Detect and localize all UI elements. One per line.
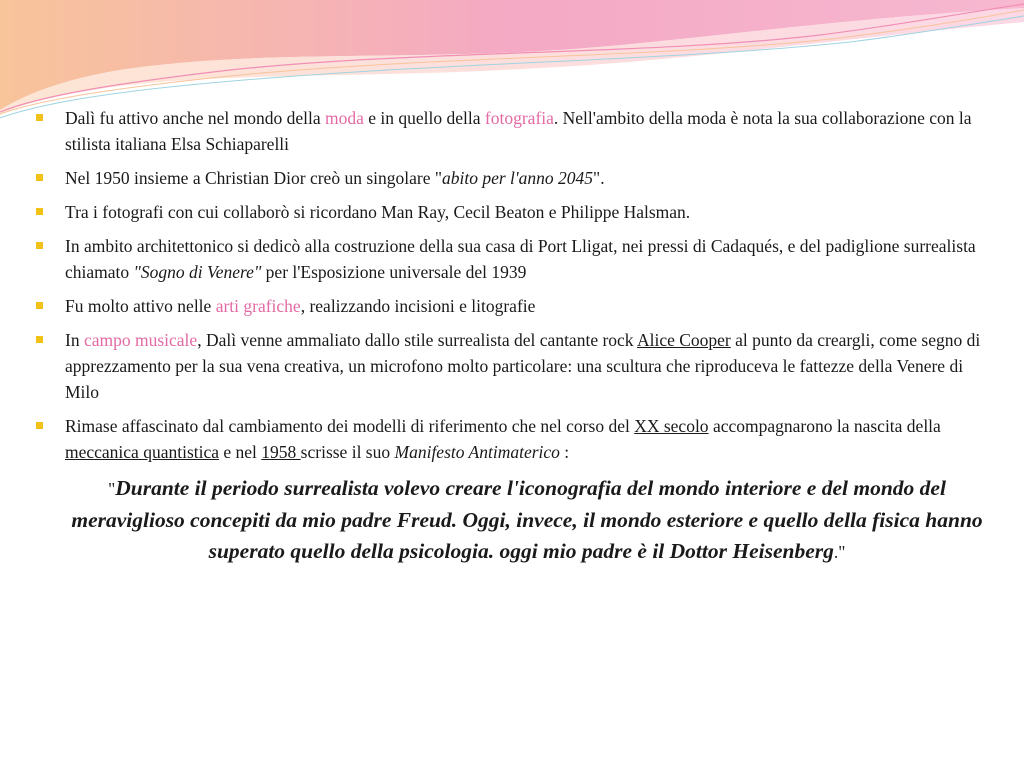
italic-text: abito per l'anno 2045 — [442, 168, 594, 188]
text: e in quello della — [363, 108, 485, 128]
bullet-manifesto — [36, 413, 994, 465]
bullet-fashion-photography — [36, 105, 994, 157]
text: e nel — [219, 442, 262, 462]
quote-open-mark: " — [108, 479, 116, 499]
text: , realizzando incisioni e litografie — [300, 296, 536, 316]
text: scrisse il suo — [300, 442, 395, 462]
bullet-graphic-arts — [36, 293, 994, 319]
text: Fu molto attivo nelle — [65, 296, 216, 316]
link-fotografia[interactable]: fotografia — [484, 108, 554, 128]
text: ". — [593, 168, 605, 188]
text: Cecil Beaton e Philippe Halsman. — [453, 202, 691, 222]
bullet-dior — [36, 165, 994, 191]
bullet-square-icon — [36, 208, 43, 215]
link-xx-secolo[interactable]: XX secolo — [634, 416, 709, 436]
bullet-square-icon — [36, 302, 43, 309]
text: , Dalì venne ammaliato dallo stile surrealista del cantante rock — [197, 330, 637, 350]
bullet-square-icon — [36, 422, 43, 429]
slide-content — [36, 105, 994, 568]
bullet-architecture — [36, 233, 994, 285]
text: . Nell'ambito della moda è nota la sua collaborazione con la stilista italiana Elsa Schiaparelli — [65, 108, 972, 154]
link-campo-musicale[interactable]: campo musicale — [83, 330, 198, 350]
text: al punto da creargli, come segno di apprezzamento per la sua vena creativa, un microfono molto particolare: una scultura che riproduceva le fattezze della Venere di Milo — [65, 330, 981, 402]
bullet-photographers — [36, 199, 994, 225]
text: accompagnarono la nascita della — [708, 416, 941, 436]
link-alice-cooper[interactable]: Alice Cooper — [636, 330, 731, 350]
bullet-music — [36, 327, 994, 405]
text: per l'Esposizione universale del 1939 — [261, 262, 527, 282]
bullet-square-icon — [36, 114, 43, 121]
bullet-square-icon — [36, 174, 43, 181]
link-moda[interactable]: moda — [325, 108, 364, 128]
link-1958[interactable]: 1958 — [261, 442, 301, 462]
bullet-list — [36, 105, 994, 465]
text: In — [65, 330, 84, 350]
text: Rimase affascinato dal cambiamento dei modelli di riferimento che nel corso del — [65, 416, 635, 436]
dali-quote — [36, 473, 994, 568]
quote-close-mark: ." — [833, 542, 846, 562]
text: Tra i fotografi con cui collaborò si ricordano Man Ray, — [65, 202, 454, 222]
text: Nel 1950 insieme a Christian Dior creò un singolare " — [65, 168, 442, 188]
quote-text: Durante il periodo surrealista volevo creare l'iconografia del mondo interiore e del mondo del meraviglioso concepiti da mio padre Freud. Oggi, invece, il mondo esteriore e quello della fisica hanno superato quello della psicologia. oggi mio padre è il Dottor Heisenberg — [71, 476, 983, 563]
text: Dalì fu attivo anche nel mondo della — [65, 108, 325, 128]
link-arti-grafiche[interactable]: arti grafiche — [215, 296, 301, 316]
text: In ambito architettonico si dedicò alla costruzione della sua casa di Port Lligat, nei pressi di Cadaqués, e del padiglione surrealista chiamato — [65, 236, 976, 282]
text: : — [559, 442, 570, 462]
bullet-square-icon — [36, 242, 43, 249]
italic-text: "Sogno di Venere" — [133, 262, 262, 282]
bullet-square-icon — [36, 336, 43, 343]
italic-text: Manifesto Antimaterico — [394, 442, 560, 462]
link-meccanica-quantistica[interactable]: meccanica quantistica — [65, 442, 220, 462]
